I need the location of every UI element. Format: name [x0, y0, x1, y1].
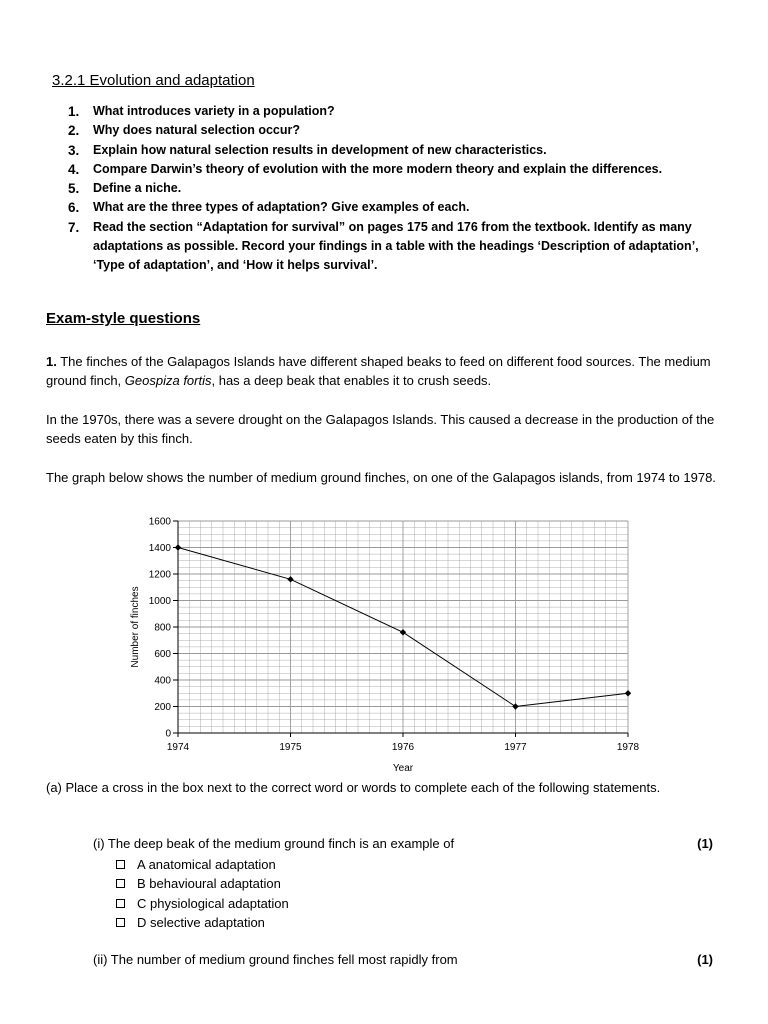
- question-number: 5.: [68, 181, 80, 197]
- question-number: 7.: [68, 219, 80, 235]
- finch-population-chart: [120, 510, 650, 780]
- question-number: 4.: [68, 161, 80, 177]
- drought-paragraph: In the 1970s, there was a severe drought on the Galapagos Islands. This caused a decrease in the production of the seeds eaten by this finch.: [46, 412, 715, 447]
- y-tick-label: 800: [154, 622, 171, 634]
- question-text: What introduces variety in a population?: [93, 104, 335, 118]
- question-number: 2.: [68, 123, 80, 139]
- question-1-text-b: , has a deep beak that enables it to crush seeds.: [211, 373, 492, 389]
- section-title: 3.2.1 Evolution and adaptation: [52, 72, 255, 89]
- question-1-intro: [46, 352, 726, 391]
- data-point: [400, 629, 406, 635]
- part-i-text: (i) The deep beak of the medium ground finch is an example of: [93, 836, 455, 851]
- part-i-marks: (1): [697, 836, 713, 851]
- x-axis-label: Year: [392, 763, 414, 774]
- list-item: [68, 141, 728, 160]
- question-text: Why does natural selection occur?: [93, 123, 300, 138]
- answer-options: [116, 855, 289, 932]
- option-a[interactable]: [116, 855, 289, 874]
- checkbox[interactable]: [116, 918, 125, 927]
- part-i-row: [93, 836, 713, 851]
- question-text: What are the three types of adaptation? Give examples of each.: [93, 200, 470, 215]
- part-ii-row: [93, 952, 713, 967]
- question-text: Explain how natural selection results in development of new characteristics.: [93, 142, 547, 157]
- checkbox[interactable]: [116, 879, 125, 888]
- y-tick-label: 600: [154, 649, 171, 660]
- part-ii-text: (ii) The number of medium ground finches fell most rapidly from: [93, 952, 458, 967]
- x-tick-label: 1974: [166, 742, 190, 753]
- graph-intro-paragraph: The graph below shows the number of medium ground finches, on one of the Galapagos islands, from 1974 to 1978.: [46, 470, 716, 485]
- list-item: [68, 198, 728, 217]
- y-tick-label: 1600: [148, 516, 171, 528]
- option-label: A anatomical adaptation: [137, 857, 276, 873]
- list-item: [68, 160, 728, 179]
- x-tick-label: 1976: [391, 742, 415, 753]
- list-item: [68, 121, 728, 140]
- y-tick-label: 1400: [148, 543, 171, 554]
- x-tick-label: 1975: [279, 742, 302, 753]
- option-c[interactable]: [116, 894, 289, 913]
- species-name: Geospiza fortis: [124, 373, 212, 389]
- question-1-text-a: The finches of the Galapagos Islands have different shaped beaks to feed on different food sources. The medium ground finch,: [46, 354, 711, 389]
- question-number: 3.: [68, 142, 80, 158]
- part-a-instructions: (a) Place a cross in the box next to the correct word or words to complete each of the following statements.: [46, 780, 661, 795]
- question-text: Read the section “Adaptation for survival” on pages 175 and 176 from the textbook. Identify as many adaptations as possible. Record your findings in a table with the headings ‘Description of adaptation’, ‘Type of adaptation’, and ‘How it helps survival’.: [93, 219, 699, 273]
- question-1-number: 1.: [46, 354, 57, 369]
- x-tick-label: 1978: [616, 742, 640, 753]
- x-axis-ticks: [167, 733, 640, 753]
- data-point: [625, 690, 631, 696]
- option-d[interactable]: [116, 913, 289, 932]
- y-tick-label: 1000: [148, 596, 171, 607]
- option-label: D selective adaptation: [137, 915, 265, 931]
- y-tick-label: 0: [165, 728, 171, 740]
- part-ii-marks: (1): [697, 952, 713, 967]
- question-number: 1.: [68, 104, 80, 119]
- y-tick-label: 200: [154, 702, 171, 713]
- list-item: [68, 218, 728, 276]
- option-label: B behavioural adaptation: [137, 876, 281, 892]
- data-point: [512, 703, 518, 709]
- y-tick-label: 1200: [148, 569, 171, 581]
- exam-title: Exam-style questions: [46, 310, 201, 327]
- y-tick-label: 400: [154, 675, 171, 687]
- option-b[interactable]: [116, 874, 289, 893]
- y-axis-label: Number of finches: [130, 586, 141, 668]
- y-axis-ticks: [149, 517, 178, 740]
- list-item: [68, 179, 728, 198]
- data-point: [287, 576, 293, 582]
- question-text: Define a niche.: [93, 181, 182, 196]
- question-list: [68, 102, 728, 276]
- data-point: [175, 544, 181, 550]
- checkbox[interactable]: [116, 899, 125, 908]
- question-text: Compare Darwin’s theory of evolution with the more modern theory and explain the differences.: [93, 161, 663, 176]
- checkbox[interactable]: [116, 860, 125, 869]
- x-tick-label: 1977: [504, 742, 527, 753]
- option-label: C physiological adaptation: [137, 895, 289, 911]
- chart-svg: [120, 510, 650, 780]
- question-number: 6.: [68, 200, 80, 216]
- list-item: [68, 102, 728, 121]
